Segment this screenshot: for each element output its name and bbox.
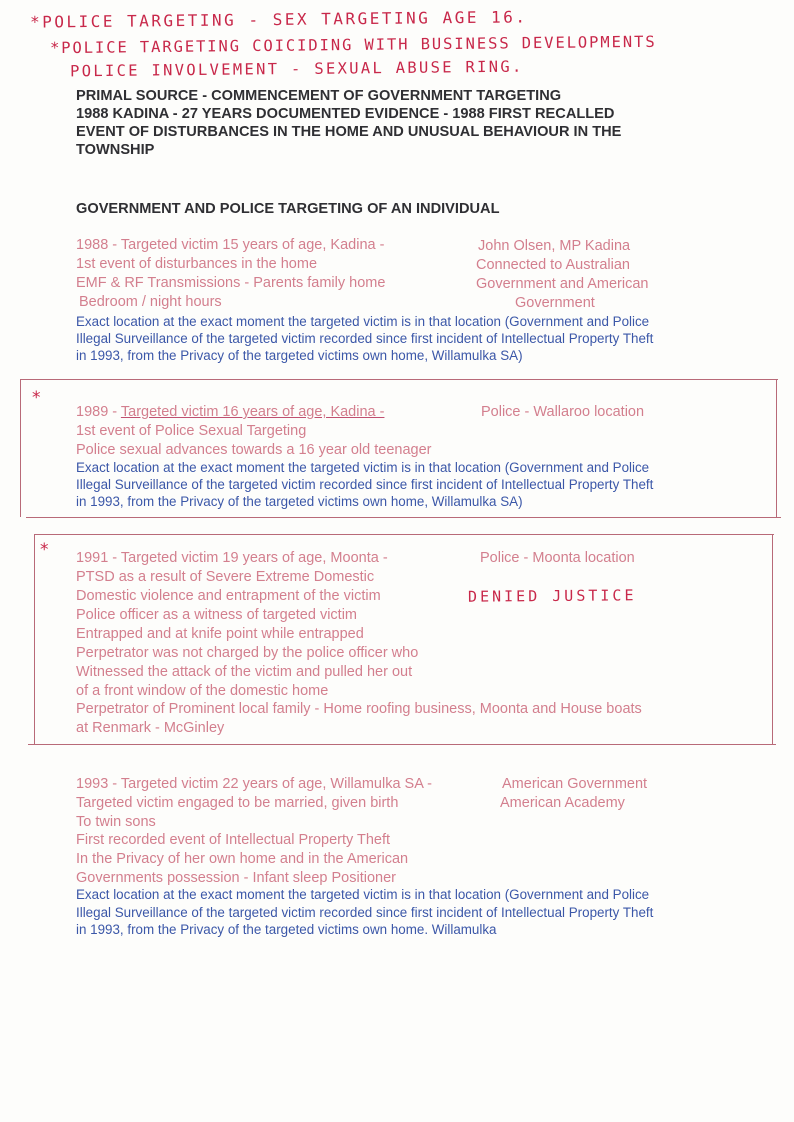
entry-1991-line-2: PTSD as a result of Severe Extreme Domestic — [76, 569, 375, 585]
entry-1993-line-5: In the Privacy of her own home and in the American — [76, 851, 409, 867]
box-1989-left-border — [20, 379, 21, 517]
box-1991-right-border — [772, 534, 773, 744]
entry-1989-line-1 — [76, 403, 384, 421]
entry-1993-line-4: First recorded event of Intellectual Property Theft — [76, 832, 391, 848]
entry-1988-right-1: John Olsen, MP Kadina — [478, 238, 631, 254]
entry-1993-note-2: Illegal Surveillance of the targeted victim recorded since first incident of Intellectual Property Theft — [76, 905, 654, 920]
handwritten-denied-justice: DENIED JUSTICE — [467, 586, 637, 606]
header-line-3: EVENT OF DISTURBANCES IN THE HOME AND UNUSUAL BEHAVIOUR IN THE — [76, 124, 622, 140]
entry-1989-underlined: Targeted victim 16 years of age, Kadina - — [120, 404, 385, 420]
entry-1991-line-8: of a front window of the domestic home — [76, 683, 329, 699]
header-line-2: 1988 KADINA - 27 YEARS DOCUMENTED EVIDENCE - 1988 FIRST RECALLED — [76, 106, 615, 122]
box-1991-bottom-border — [28, 744, 776, 745]
header-line-1: PRIMAL SOURCE - COMMENCEMENT OF GOVERNMENT TARGETING — [76, 88, 562, 104]
entry-1989-right-1: Police - Wallaroo location — [481, 404, 645, 420]
entry-1988-line-3: EMF & RF Transmissions - Parents family home — [76, 275, 386, 291]
box-1991-top-border — [34, 534, 774, 535]
handwritten-note-2: *POLICE TARGETING COICIDING WITH BUSINESS DEVELOPMENTS — [49, 32, 657, 58]
entry-1991-line-5: Entrapped and at knife point while entrapped — [76, 626, 364, 642]
entry-1993-note-3: in 1993, from the Privacy of the targeted victims own home. Willamulka — [76, 922, 497, 937]
box-1989-right-border — [776, 379, 777, 517]
entry-1988-right-4: Government — [515, 295, 595, 311]
box-1989-bottom-border — [26, 517, 781, 518]
entry-1988-note-1: Exact location at the exact moment the targeted victim is in that location (Government and Police — [76, 314, 650, 329]
entry-1991-line-3: Domestic violence and entrapment of the victim — [76, 588, 381, 604]
section-title: GOVERNMENT AND POLICE TARGETING OF AN INDIVIDUAL — [76, 201, 500, 217]
entry-1991-line-6: Perpetrator was not charged by the police officer who — [76, 645, 419, 661]
entry-1988-line-1: 1988 - Targeted victim 15 years of age, Kadina - — [76, 237, 385, 253]
header-line-4: TOWNSHIP — [76, 142, 155, 158]
entry-1989-note-2: Illegal Surveillance of the targeted victim recorded since first incident of Intellectual Property Theft — [76, 477, 654, 492]
entry-1993-note-1: Exact location at the exact moment the targeted victim is in that location (Government and Police — [76, 887, 650, 902]
asterisk-mark-1991: * — [40, 540, 49, 560]
entry-1988-line-2: 1st event of disturbances in the home — [76, 256, 318, 272]
asterisk-mark-1989: * — [32, 388, 41, 408]
entry-1991-right-1: Police - Moonta location — [480, 550, 635, 566]
entry-1991-line-9: Perpetrator of Prominent local family - Home roofing business, Moonta and House boats — [76, 701, 642, 717]
entry-1988-right-2: Connected to Australian — [476, 257, 630, 273]
entry-1993-right-1: American Government — [502, 776, 648, 792]
entry-1993-line-3: To twin sons — [76, 814, 156, 830]
entry-1993-line-6: Governments possession - Infant sleep Positioner — [76, 870, 396, 886]
box-1989-top-border — [20, 379, 778, 380]
entry-1988-note-2: Illegal Surveillance of the targeted victim recorded since first incident of Intellectual Property Theft — [76, 331, 654, 346]
handwritten-note-3: POLICE INVOLVEMENT - SEXUAL ABUSE RING. — [69, 57, 524, 81]
entry-1991-line-1: 1991 - Targeted victim 19 years of age, Moonta - — [76, 550, 388, 566]
entry-1988-line-4: Bedroom / night hours — [79, 294, 222, 310]
handwritten-note-1: *POLICE TARGETING - SEX TARGETING AGE 16. — [29, 7, 528, 32]
entry-1991-line-10: at Renmark - McGinley — [76, 720, 225, 736]
entry-1993-line-1: 1993 - Targeted victim 22 years of age, Willamulka SA - — [76, 776, 432, 792]
entry-1993-right-2: American Academy — [500, 795, 625, 811]
entry-1989-note-3: in 1993, from the Privacy of the targeted victims own home, Willamulka SA) — [76, 494, 523, 509]
entry-1989-line-3: Police sexual advances towards a 16 year old teenager — [76, 442, 432, 458]
entry-1991-line-4: Police officer as a witness of targeted victim — [76, 607, 357, 623]
box-1991-left-border — [34, 534, 35, 744]
entry-1989-note-1: Exact location at the exact moment the targeted victim is in that location (Government and Police — [76, 460, 650, 475]
entry-1993-line-2: Targeted victim engaged to be married, given birth — [76, 795, 399, 811]
entry-1988-right-3: Government and American — [476, 276, 649, 292]
entry-1991-line-7: Witnessed the attack of the victim and pulled her out — [76, 664, 413, 680]
entry-1989-line-2: 1st event of Police Sexual Targeting — [76, 423, 307, 439]
entry-1989-year: 1989 - — [76, 404, 121, 420]
entry-1988-note-3: in 1993, from the Privacy of the targeted victims own home, Willamulka SA) — [76, 348, 523, 363]
